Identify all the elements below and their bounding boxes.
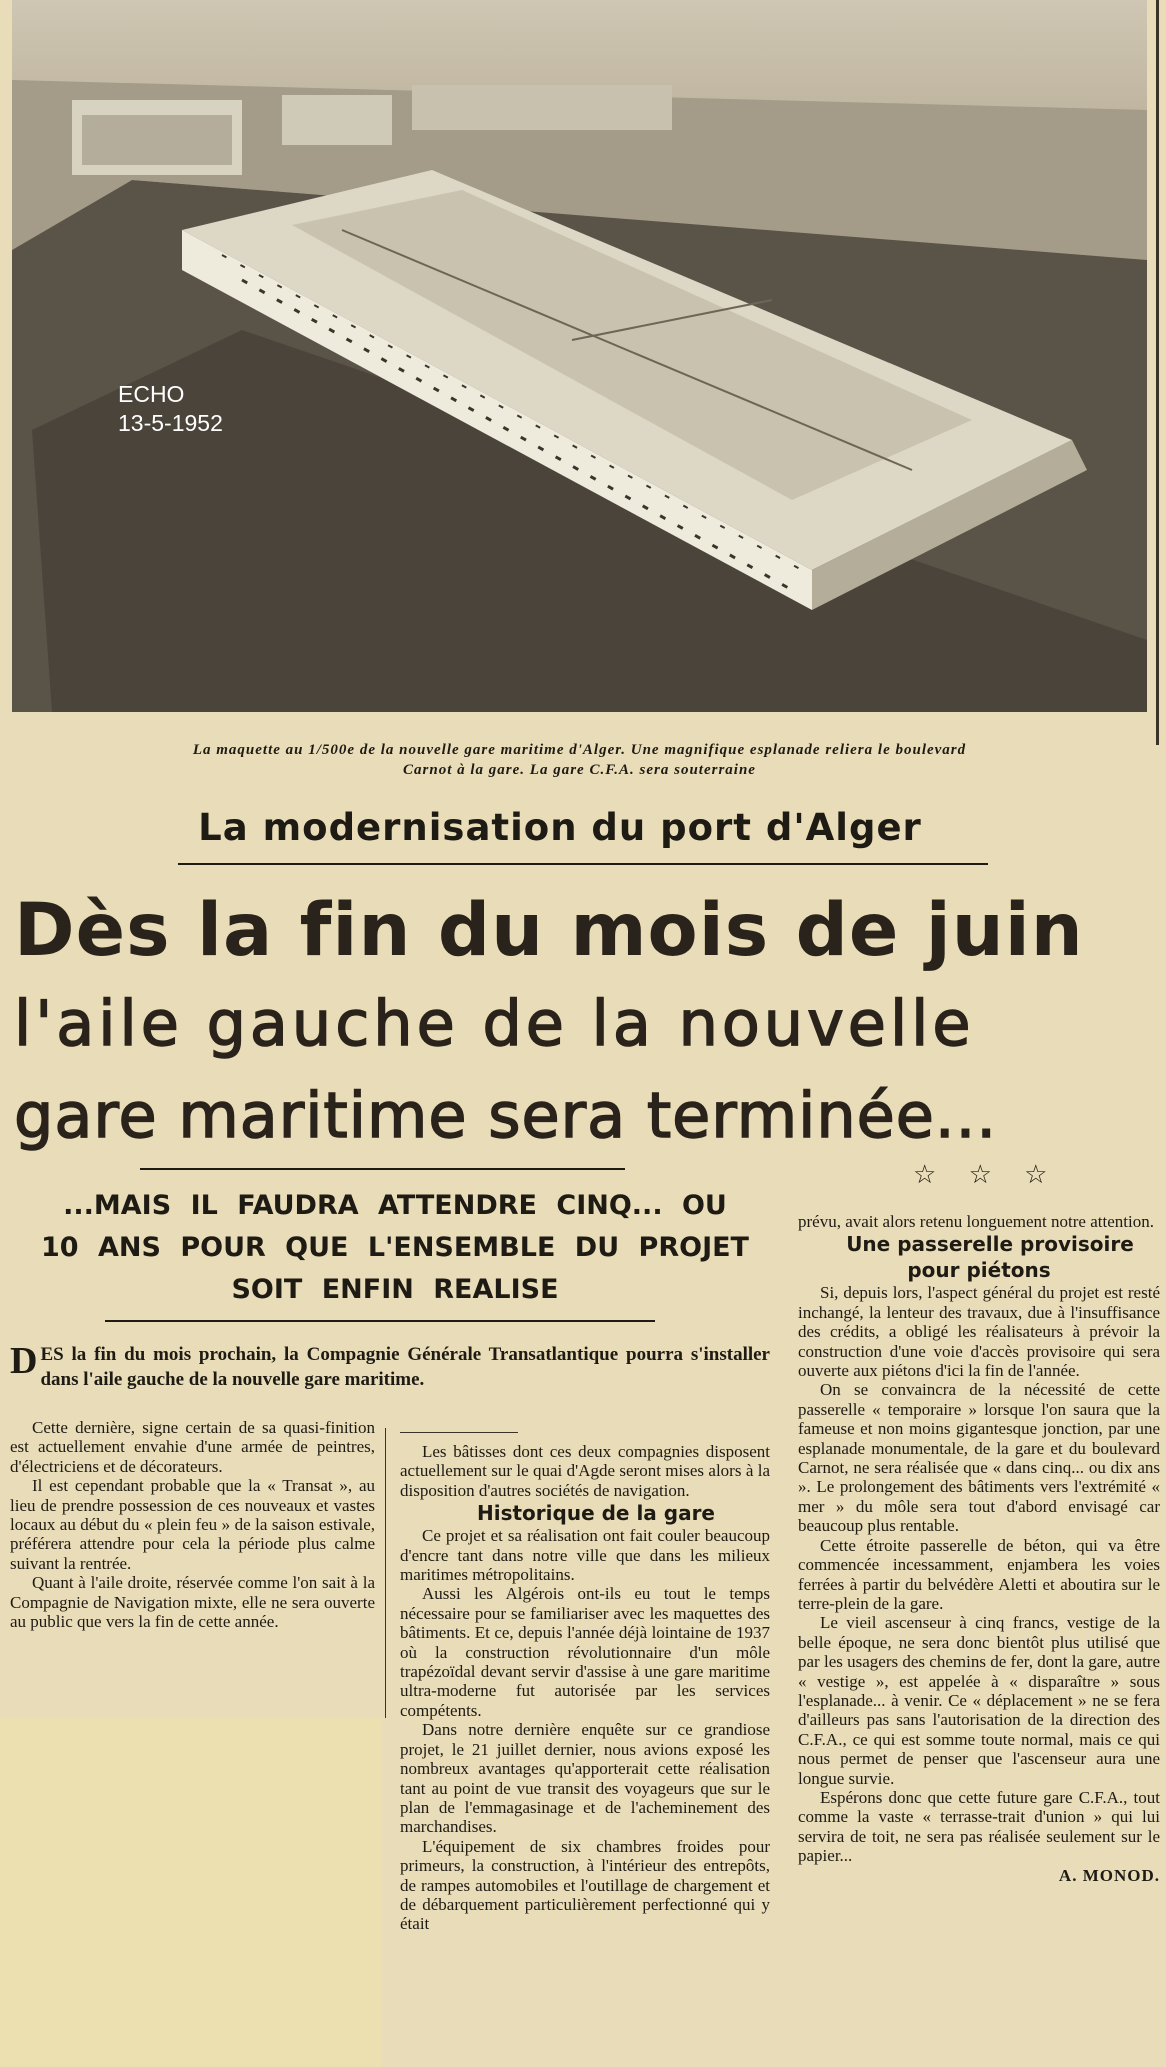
caption-line-2: Carnot à la gare. La gare C.F.A. sera souterraine: [403, 762, 756, 778]
paragraph: Espérons donc que cette future gare C.F.A., tout comme la vaste « terrasse-trait d'union » qui lui servira de toit, ne sera pas réalisée seulement sur le papier...: [798, 1787, 1160, 1866]
paragraph: Cette dernière, signe certain de sa quasi-finition est actuellement envahie d'une armée de peintres, d'électriciens et de décorateurs.: [10, 1418, 375, 1476]
short-rule: [400, 1432, 518, 1433]
blank-area: [0, 1718, 382, 2067]
column-divider: [385, 1428, 386, 1718]
article-column-2: [400, 1442, 770, 1934]
paragraph: Dans notre dernière enquête sur ce grandiose projet, le 21 juillet dernier, nous avions exposé les nombreux avantages qu'apporterait cette réalisation tant au point de vue transit des voyageurs que sur le plan de l'emmagasinage et de l'acheminement des marchandises.: [400, 1720, 770, 1837]
kicker-rule: [178, 863, 988, 865]
paragraph: Il est cependant probable que la « Transat », au lieu de prendre possession de ces nouveaux et vastes locaux au début du « plein feu » de la saison estivale, préférera attendre pour cela la période plus calme suivant la rentrée.: [10, 1476, 375, 1573]
paragraph: Si, depuis lors, l'aspect général du projet est resté inchangé, la lenteur des travaux, due à l'insuffisance des crédits, a obligé les réalisateurs à prévoir la construction d'une voie d'accès provisoire qui sera ouverte aux piétons d'ici la fin de l'année.: [798, 1283, 1160, 1381]
stamp-line-1: ECHO: [118, 381, 185, 407]
lead-text: ES la fin du mois prochain, la Compagnie Générale Transatlantique pourra s'installer dans l'aile gauche de la nouvelle gare maritime.: [40, 1344, 770, 1390]
article-column-3: [798, 1212, 1160, 1885]
photo-caption: [12, 740, 1147, 780]
paragraph: L'équipement de six chambres froides pour primeurs, la construction, à l'intérieur des entrepôts, de rampes automobiles et l'outillage de chargement et de débarquement particulièrement perfectionné qui y était: [400, 1836, 770, 1934]
model-photograph: [12, 0, 1147, 712]
kicker-headline: La modernisation du port d'Alger: [198, 806, 922, 849]
lead-paragraph: [10, 1342, 770, 1392]
model-illustration: [12, 0, 1147, 712]
paragraph: Aussi les Algérois ont-ils eu tout le temps nécessaire pour se familiariser avec les maquettes des bâtiments. Et ce, depuis l'année déjà lointaine de 1937 où la construction révolutionnaire d'un môle trapézoïdal devant servir d'assise à une gare maritime ultra-moderne fut autorisée par les services compétents.: [400, 1584, 770, 1720]
paragraph: On se convaincra de la nécessité de cette passerelle « temporaire » lorsque l'on saura que la fameuse et non moins gigantesque jonction, par une esplanade monumentale, de la gare et du boulevard Carnot, ne sera réalisée que « dans cinq... ou dix ans ». Le prolongement des bâtiments vers l'extrémité « mer » du môle sera tout d'abord envisagé car beaucoup plus rentable.: [798, 1380, 1160, 1536]
separator-stars: ☆ ☆ ☆: [913, 1160, 1060, 1190]
stamp-line-2: 13-5-1952: [118, 410, 223, 436]
subheading-passerelle: Une passerelle provisoire pour piétons: [846, 1232, 1134, 1283]
deck-bottom-rule: [105, 1320, 655, 1322]
paragraph: Ce projet et sa réalisation ont fait couler beaucoup d'encre tant dans notre ville que dans les milieux maritimes métropolitains.: [400, 1526, 770, 1585]
drop-cap: D: [10, 1340, 38, 1382]
headline-line-3: gare maritime sera terminée...: [14, 1079, 998, 1152]
headline-line-2: l'aile gauche de la nouvelle: [14, 987, 975, 1060]
column-rule-right: [1156, 0, 1159, 745]
echo-date-stamp: [118, 380, 223, 438]
caption-line-1: La maquette au 1/500e de la nouvelle gare maritime d'Alger. Une magnifique esplanade reliera le boulevard: [192, 742, 967, 758]
author-signature: A. MONOD.: [1058, 1865, 1160, 1885]
article-column-1: [10, 1418, 375, 1631]
paragraph: prévu, avait alors retenu longuement notre attention.: [798, 1212, 1154, 1231]
deck-top-rule: [140, 1168, 625, 1170]
paragraph: Cette étroite passerelle de béton, qui va être commencée incessamment, enjambera les voies ferrées à partir du belvédère Aletti et aboutira sur le terre-plein de la gare.: [798, 1535, 1160, 1613]
paragraph: Le vieil ascenseur à cinq francs, vestige de la belle époque, ne sera donc bientôt plus utilisé que par les usagers des chemins de fer, dont la gare, autre « vestige », est appelée à « disparaître » sous l'esplanade... à venir. Ce « déplacement » ne se fera d'ailleurs pas sans l'autorisation de la direction des C.F.A., ce qui est somme toute normal, mais ce qui nous permet de penser que l'ascenseur aura une longue survie.: [798, 1613, 1160, 1788]
subheadline-deck: ...MAIS IL FAUDRA ATTENDRE CINQ... OU 10 ANS POUR QUE L'ENSEMBLE DU PROJET SOIT ENFIN REALISE: [41, 1190, 749, 1305]
paragraph: Quant à l'aile droite, réservée comme l'on sait à la Compagnie de Navigation mixte, elle ne sera ouverte au public que vers la fin de cette année.: [10, 1573, 375, 1632]
paragraph: Les bâtisses dont ces deux compagnies disposent actuellement sur le quai d'Agde seront mises alors à la disposition d'autres sociétés de navigation.: [400, 1442, 770, 1500]
headline-line-1: Dès la fin du mois de juin: [14, 888, 1084, 973]
subheading-historique: Historique de la gare: [477, 1501, 715, 1526]
